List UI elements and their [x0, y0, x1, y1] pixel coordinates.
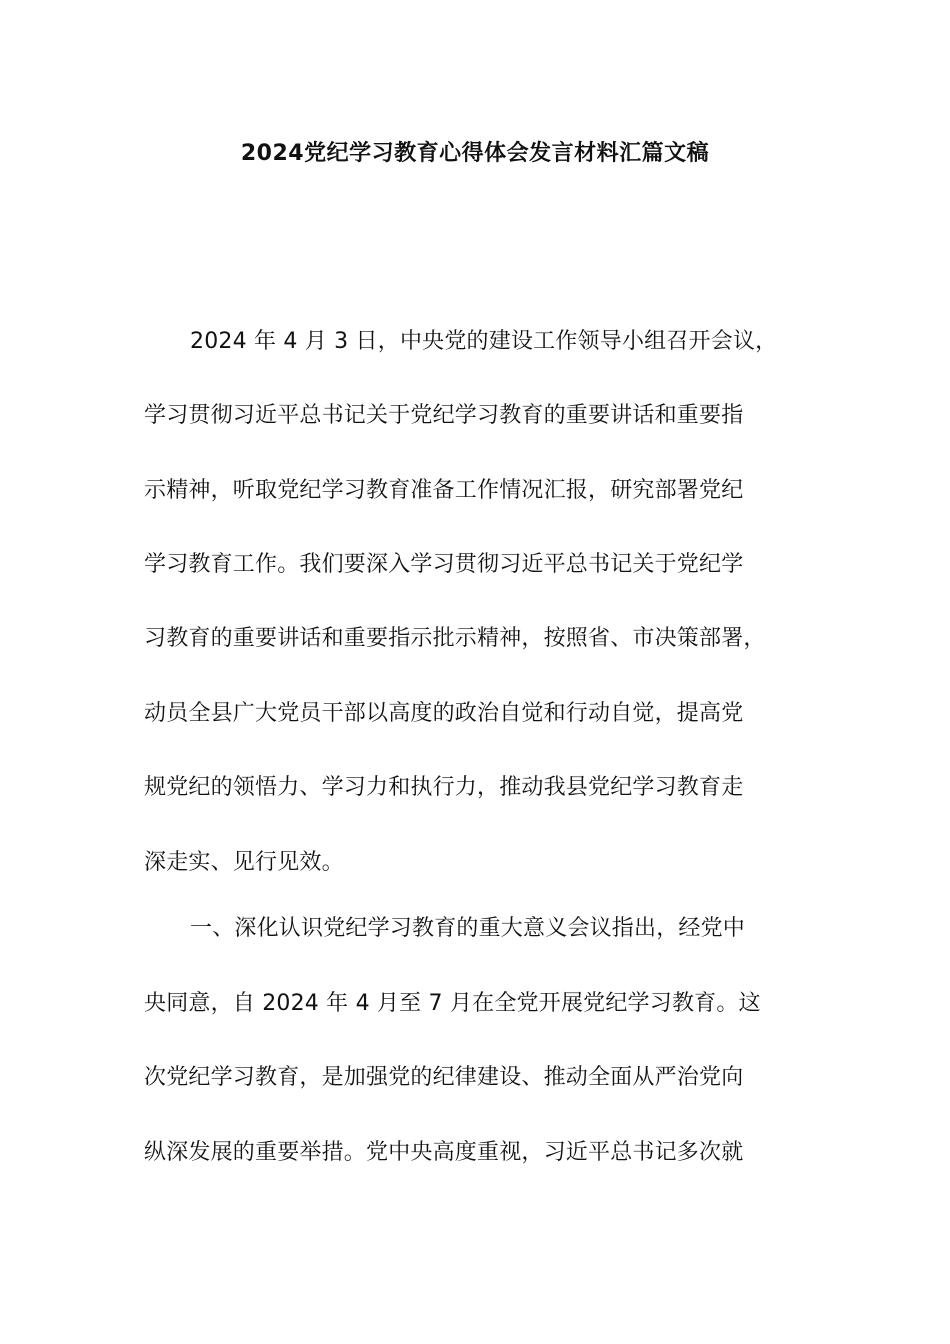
paragraph-line: 央同意，自 2024 年 4 月至 7 月在全党开展党纪学习教育。这 [144, 991, 761, 1016]
paragraph-line: 习教育的重要讲话和重要指示批示精神，按照省、市决策部署， [144, 626, 766, 651]
document-title: 2024党纪学习教育心得体会发言材料汇篇文稿 [240, 141, 710, 166]
paragraph-line: 深走实、见行见效。 [144, 850, 344, 875]
paragraph-line: 动员全县广大党员干部以高度的政治自觉和行动自觉，提高党 [144, 701, 744, 726]
paragraph-line: 规党纪的领悟力、学习力和执行力，推动我县党纪学习教育走 [144, 775, 744, 800]
paragraph-line: 次党纪学习教育，是加强党的纪律建设、推动全面从严治党向 [144, 1065, 744, 1090]
paragraph-line: 示精神，听取党纪学习教育准备工作情况汇报，研究部署党纪 [144, 478, 744, 503]
paragraph-line: 纵深发展的重要举措。党中央高度重视，习近平总书记多次就 [144, 1140, 744, 1165]
paragraph-line: 学习教育工作。我们要深入学习贯彻习近平总书记关于党纪学 [144, 552, 744, 577]
paragraph-line: 2024 年 4 月 3 日，中央党的建设工作领导小组召开会议， [190, 329, 778, 354]
paragraph-line: 一、深化认识党纪学习教育的重大意义会议指出，经党中 [190, 916, 746, 941]
paragraph-line: 学习贯彻习近平总书记关于党纪学习教育的重要讲话和重要指 [144, 403, 744, 428]
